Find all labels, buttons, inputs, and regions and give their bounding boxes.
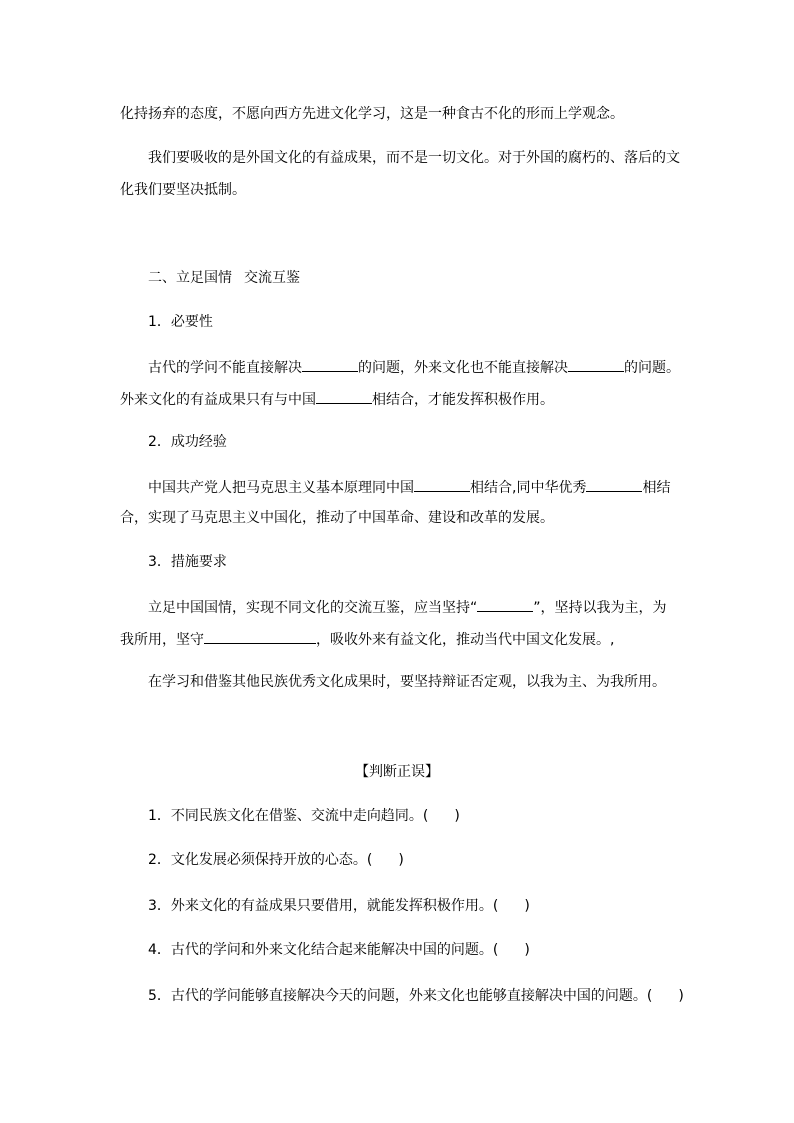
subheading-success — [148, 432, 708, 452]
text: 立足中国国情，实现不同文化的交流互鉴，应当坚持“ — [148, 600, 478, 616]
text: 外来文化的有益成果只有与中国 — [120, 392, 316, 408]
paragraph-line — [148, 596, 708, 618]
text: 化我们要坚决抵制。 — [120, 182, 246, 198]
section-heading — [148, 268, 708, 288]
text: 化持扬弃的态度，不愿向西方先进文化学习，这是一种食古不化的形而上学观念。 — [120, 106, 624, 122]
close-paren: ) — [398, 852, 404, 868]
text: 2．成功经验 — [148, 434, 227, 450]
fill-blank[interactable] — [302, 356, 358, 372]
fill-blank[interactable] — [568, 356, 624, 372]
section-number-title: 二、立足国情 — [148, 270, 232, 286]
paragraph-line — [148, 476, 708, 498]
text: 的问题。 — [624, 360, 680, 376]
paragraph-line — [148, 148, 708, 168]
close-paren: ) — [678, 988, 684, 1004]
question-text: 3．外来文化的有益成果只要借用，就能发挥积极作用。( — [148, 898, 499, 914]
text: 合，实现了马克思主义中国化，推动了中国革命、建设和改革的发展。 — [120, 510, 554, 526]
question-text: 2．文化发展必须保持开放的心态。( — [148, 852, 373, 868]
question-text: 1．不同民族文化在借鉴、交流中走向趋同。( — [148, 808, 429, 824]
text: ”，坚持以我为主，为 — [533, 600, 667, 616]
text: 我所用，坚守 — [120, 632, 204, 648]
text: 【判断正误】 — [355, 764, 439, 780]
close-paren: ) — [524, 942, 530, 958]
judge-section-title — [0, 762, 794, 782]
paragraph-line — [120, 104, 680, 124]
judge-item — [148, 850, 708, 870]
judge-item — [148, 896, 708, 916]
judge-item — [148, 986, 708, 1006]
paragraph-line — [148, 356, 708, 378]
question-text: 5．古代的学问能够直接解决今天的问题，外来文化也能够直接解决中国的问题。( — [148, 988, 653, 1004]
paragraph-line — [120, 628, 680, 650]
text: 3．措施要求 — [148, 554, 227, 570]
text: 1．必要性 — [148, 314, 213, 330]
fill-blank[interactable] — [316, 388, 372, 404]
text: 的问题，外来文化也不能直接解决 — [358, 360, 568, 376]
paragraph-line — [120, 508, 680, 528]
subheading-necessity — [148, 312, 708, 332]
text: 相结 — [642, 480, 671, 496]
judge-item — [148, 940, 708, 960]
text: 相结合，才能发挥积极作用。 — [372, 392, 554, 408]
close-paren: ) — [524, 898, 530, 914]
section-title: 交流互鉴 — [244, 270, 300, 286]
fill-blank[interactable] — [586, 476, 642, 492]
text: 我们要吸收的是外国文化的有益成果，而不是一切文化。对于外国的腐朽的、落后的文 — [148, 150, 680, 166]
text: 在学习和借鉴其他民族优秀文化成果时，要坚持辩证否定观，以我为主、为我所用。 — [148, 674, 666, 690]
paragraph-line — [120, 180, 680, 200]
close-paren: ) — [454, 808, 460, 824]
text: 中国共产党人把马克思主义基本原理同中国 — [148, 480, 414, 496]
text: 相结合,同中华优秀 — [470, 480, 587, 496]
fill-blank[interactable] — [414, 476, 470, 492]
question-text: 4．古代的学问和外来文化结合起来能解决中国的问题。( — [148, 942, 499, 958]
text: ，吸收外来有益文化，推动当代中国文化发展。, — [316, 632, 615, 648]
subheading-measures — [148, 552, 708, 572]
paragraph-line — [148, 672, 708, 692]
fill-blank[interactable] — [204, 628, 316, 644]
text: 古代的学问不能直接解决 — [148, 360, 302, 376]
judge-item — [148, 806, 708, 826]
fill-blank[interactable] — [477, 596, 533, 612]
paragraph-line — [120, 388, 680, 410]
